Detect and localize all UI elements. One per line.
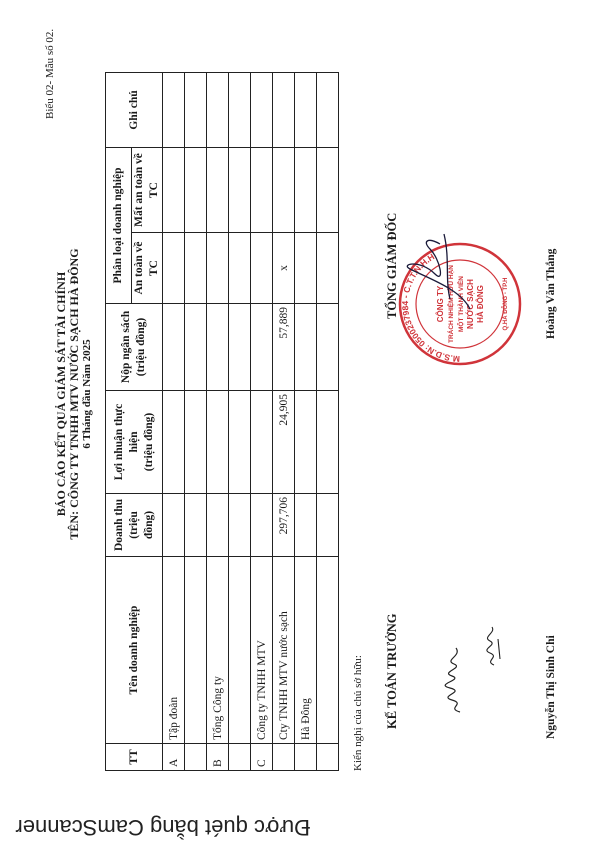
- table-row: [163, 73, 185, 771]
- table-body: [163, 73, 339, 771]
- cell-safe: [317, 233, 339, 304]
- cell-unsafe: [207, 148, 229, 233]
- header-budget: [106, 304, 163, 391]
- cell-profit: [251, 391, 273, 494]
- cell-profit: [317, 391, 339, 494]
- cell-profit: [185, 391, 207, 494]
- director-signature: [400, 229, 480, 319]
- table-row: [185, 73, 207, 771]
- form-code: Biểu 02- Mẫu số 02.: [44, 28, 56, 119]
- cell-name: [185, 557, 207, 744]
- director-title: TỔNG GIÁM ĐỐC: [385, 212, 399, 319]
- cell-name: Công ty TNHH MTV: [251, 557, 273, 744]
- cell-safe: [207, 233, 229, 304]
- cell-revenue: [229, 494, 251, 557]
- seal-line5: HÀ ĐÔNG: [476, 285, 485, 323]
- cell-note: [163, 73, 185, 148]
- accountant-initials: [478, 619, 504, 669]
- cell-budget: [295, 304, 317, 391]
- watermark-text: Được quét bằng CamScanner: [15, 815, 310, 840]
- seal-line2: TRÁCH NHIỆM HỮU HẠN: [448, 265, 455, 343]
- cell-unsafe: [163, 148, 185, 233]
- cell-budget: [163, 304, 185, 391]
- header-classification: Phân loại doanh nghiệp: [106, 148, 132, 304]
- cell-unsafe: [317, 148, 339, 233]
- cell-profit: 24,905: [273, 391, 295, 494]
- cell-unsafe: [273, 148, 295, 233]
- seal-ring-text: M.S.D.N: 0500237984 - C.T.T.N.H.H: [399, 251, 461, 365]
- cell-name: Tập đoàn: [163, 557, 185, 744]
- accountant-title: KẾ TOÁN TRƯỞNG: [385, 613, 399, 729]
- cell-budget: [317, 304, 339, 391]
- cell-safe: [163, 233, 185, 304]
- header-budget-unit: (triệu đồng): [135, 317, 147, 377]
- accountant-name: Nguyễn Thị Sinh Chi: [545, 635, 557, 739]
- table-row: [251, 73, 273, 771]
- header-note: Ghi chú: [106, 73, 163, 148]
- cell-tt: [185, 744, 207, 771]
- cell-unsafe: [229, 148, 251, 233]
- cell-safe: [295, 233, 317, 304]
- cell-profit: [295, 391, 317, 494]
- header-budget-label: Nộp ngân sách: [120, 310, 132, 384]
- cell-tt: [295, 744, 317, 771]
- cell-budget: [229, 304, 251, 391]
- cell-safe: x: [273, 233, 295, 304]
- cell-name: [229, 557, 251, 744]
- cell-name: Cty TNHH MTV nước sạch: [273, 557, 295, 744]
- cell-unsafe: [251, 148, 273, 233]
- owner-opinion-label: Kiến nghị của chủ sở hữu:: [352, 655, 364, 771]
- cell-name: [317, 557, 339, 744]
- cell-revenue: [295, 494, 317, 557]
- header-name: Tên doanh nghiệp: [106, 557, 163, 744]
- table-row: [207, 73, 229, 771]
- report-period: 6 Tháng đầu Năm 2025: [81, 339, 93, 449]
- seal-line3: MỘT THÀNH VIÊN: [458, 276, 465, 332]
- cell-profit: [229, 391, 251, 494]
- cell-safe: [251, 233, 273, 304]
- cell-note: [295, 73, 317, 148]
- header-tt: TT: [106, 744, 163, 771]
- cell-tt: [229, 744, 251, 771]
- cell-safe: [229, 233, 251, 304]
- company-line: TÊN: CÔNG TY TNHH MTV NƯỚC SẠCH HÀ ĐÔNG: [67, 248, 81, 540]
- cell-note: [229, 73, 251, 148]
- report-title: BÁO CÁO KẾT QUẢ GIÁM SÁT TÀI CHÍNH: [54, 271, 68, 517]
- cell-tt: A: [163, 744, 185, 771]
- cell-revenue: [207, 494, 229, 557]
- seal-bottom: Q.HÀ ĐÔNG - TP.H: [503, 277, 509, 331]
- cell-note: [185, 73, 207, 148]
- table-row: [317, 73, 339, 771]
- table-row: [295, 73, 317, 771]
- cell-revenue: [251, 494, 273, 557]
- accountant-signature: [440, 644, 470, 714]
- cell-budget: 57,889: [273, 304, 295, 391]
- table-row: [229, 73, 251, 771]
- cell-note: [317, 73, 339, 148]
- director-name: Hoàng Văn Thắng: [545, 248, 557, 339]
- cell-revenue: [185, 494, 207, 557]
- cell-name: Hà Đông: [295, 557, 317, 744]
- title-block: [55, 199, 94, 589]
- seal-line4: NƯỚC SẠCH: [466, 279, 475, 329]
- cell-tt: B: [207, 744, 229, 771]
- header-profit: [106, 391, 163, 494]
- cell-tt: C: [251, 744, 273, 771]
- header-revenue: [106, 494, 163, 557]
- cell-name: Tổng Công ty: [207, 557, 229, 744]
- header-unsafe: Mất an toàn về TC: [132, 148, 163, 233]
- cell-profit: [163, 391, 185, 494]
- cell-note: [207, 73, 229, 148]
- header-profit-label: Lợi nhuận thực hiện: [112, 403, 140, 481]
- header-profit-unit: (triệu đồng): [142, 412, 155, 472]
- cell-note: [251, 73, 273, 148]
- cell-unsafe: [185, 148, 207, 233]
- cell-tt: [317, 744, 339, 771]
- cell-note: [273, 73, 295, 148]
- cell-budget: [207, 304, 229, 391]
- cell-tt: [273, 744, 295, 771]
- header-revenue-label: Doanh thu: [112, 498, 125, 552]
- cell-revenue: [163, 494, 185, 557]
- cell-profit: [207, 391, 229, 494]
- cell-revenue: 297,706: [273, 494, 295, 557]
- header-revenue-unit: (triệu đồng): [127, 510, 155, 540]
- header-safe: An toàn về TC: [132, 233, 163, 304]
- cell-unsafe: [295, 148, 317, 233]
- cell-budget: [185, 304, 207, 391]
- cell-revenue: [317, 494, 339, 557]
- cell-safe: [185, 233, 207, 304]
- report-table: [105, 72, 339, 771]
- seal-line1: CÔNG TY: [436, 285, 445, 323]
- table-row: [273, 73, 295, 771]
- cell-budget: [251, 304, 273, 391]
